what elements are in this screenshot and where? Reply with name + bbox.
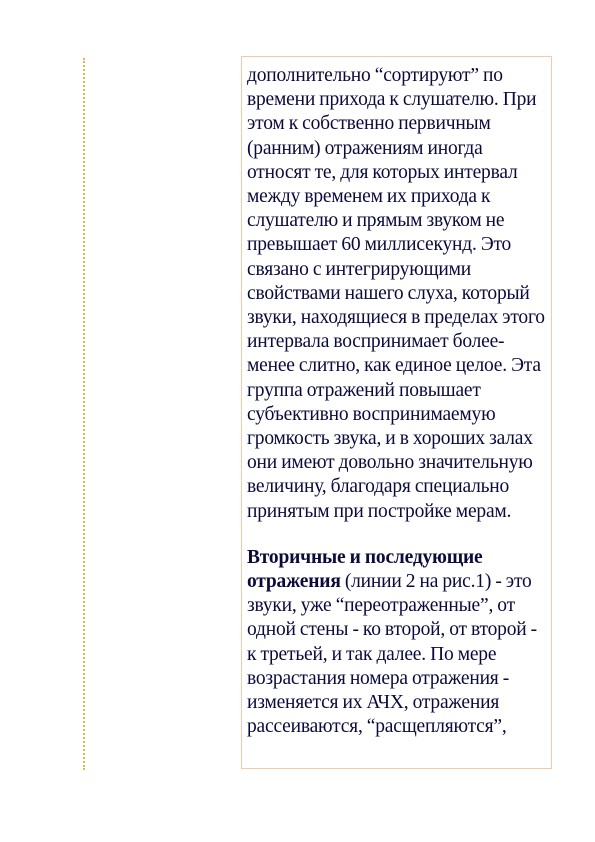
paragraph-secondary-body: (линии 2 на рис.1) - это звуки, уже “переотраженные”, от одной стены - ко второй, от второй - к третьей, и так далее. По мере возрастания номера отражения - изменяется их АЧХ, отражения рассеиваются, “расщепляются”, bbox=[247, 571, 537, 738]
margin-dotted-rule bbox=[83, 58, 85, 770]
term-secondary-reflections: Вторичные и последующие отражения bbox=[247, 546, 483, 593]
text-column-frame bbox=[241, 56, 552, 769]
paragraph-early-reflections: дополнительно “сортируют” по времени прихода к слушателю. При этом к собственно первичным (ранним) отражениям иногда относят те, для которых интервал между временем их прихода к слушателю и прямым звуком не превышает 60 миллисекунд. Это связано с интегрирующими свойствами нашего слуха, который звуки, находящиеся в пределах этого интервала воспринимает более-менее слитно, как единое целое. Эта группа отражений повышает субъективно воспринимаемую громкость звука, и в хороших залах они имеют довольно значительную величину, благодаря специально принятым при постройке мерам. bbox=[247, 65, 545, 522]
paragraph-secondary-reflections bbox=[247, 546, 547, 740]
